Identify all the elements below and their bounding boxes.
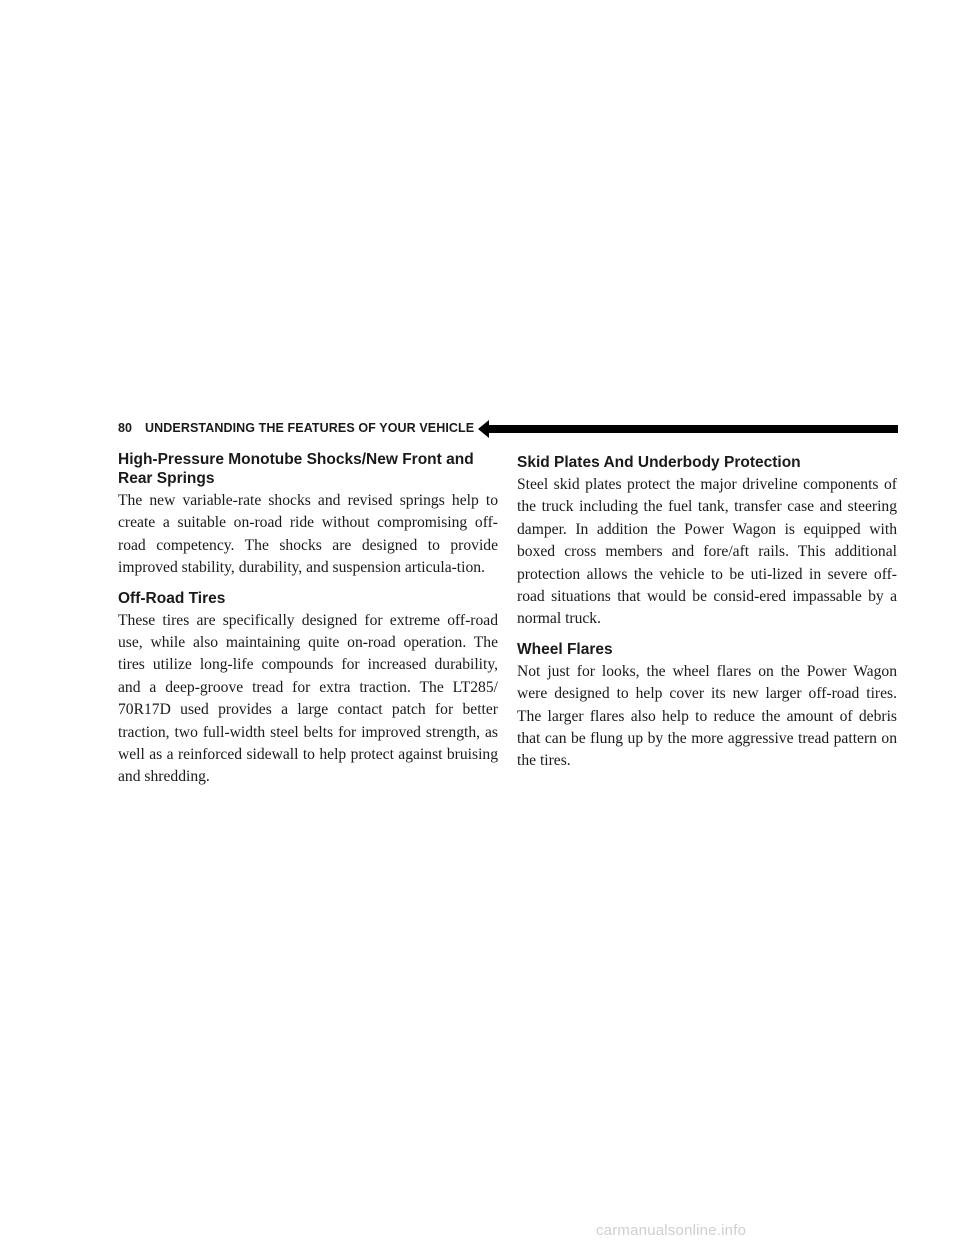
paragraph-shocks-springs: The new variable-rate shocks and revised springs help to create a suitable on-road ride without compromising off-road competency. The shocks are designed to provide improved stability, durability, and suspension articula-tion. xyxy=(118,492,498,577)
page-number: 80 xyxy=(118,421,133,435)
heading-wheel-flares: Wheel Flares xyxy=(517,640,613,658)
watermark: carmanualsonline.info xyxy=(596,1222,747,1239)
right-column xyxy=(517,450,897,782)
paragraph-off-road-tires: These tires are specifically designed for extreme off-road use, while also maintaining quite on-road operation. The tires utilize long-life compounds for increased durability, and a deep-groove tread for extra traction. The LT285/ 70R17D used provides a large contact patch for better traction, two full-width steel belts for improved strength, as well as a reinforced sidewall to help protect against bruising and shredding. xyxy=(118,611,498,786)
paragraph-wheel-flares: Not just for looks, the wheel flares on the Power Wagon were designed to help cover its new larger off-road tires. The larger flares also help to reduce the amount of debris that can be flung up by the more aggressive tread pattern on the tires. xyxy=(517,662,897,770)
paragraph-skid-plates: Steel skid plates protect the major driveline components of the truck including the fuel tank, transfer case and steering damper. In addition the Power Wagon is equipped with boxed cross members and fore/aft rails. This additional protection allows the vehicle to be uti-lized in severe off-road situations that would be consid-ered impassable by a normal truck. xyxy=(517,476,897,628)
heading-off-road-tires: Off-Road Tires xyxy=(118,589,226,607)
section-title: UNDERSTANDING THE FEATURES OF YOUR VEHICLE xyxy=(145,421,475,435)
heading-skid-plates: Skid Plates And Underbody Protection xyxy=(517,454,801,471)
left-column xyxy=(118,450,498,798)
heading-shocks-springs: High-Pressure Monotube Shocks/New Front and Rear Springs xyxy=(118,451,474,487)
header-tab-marker xyxy=(478,420,489,438)
header-rule xyxy=(489,425,898,433)
page-header xyxy=(118,420,898,438)
